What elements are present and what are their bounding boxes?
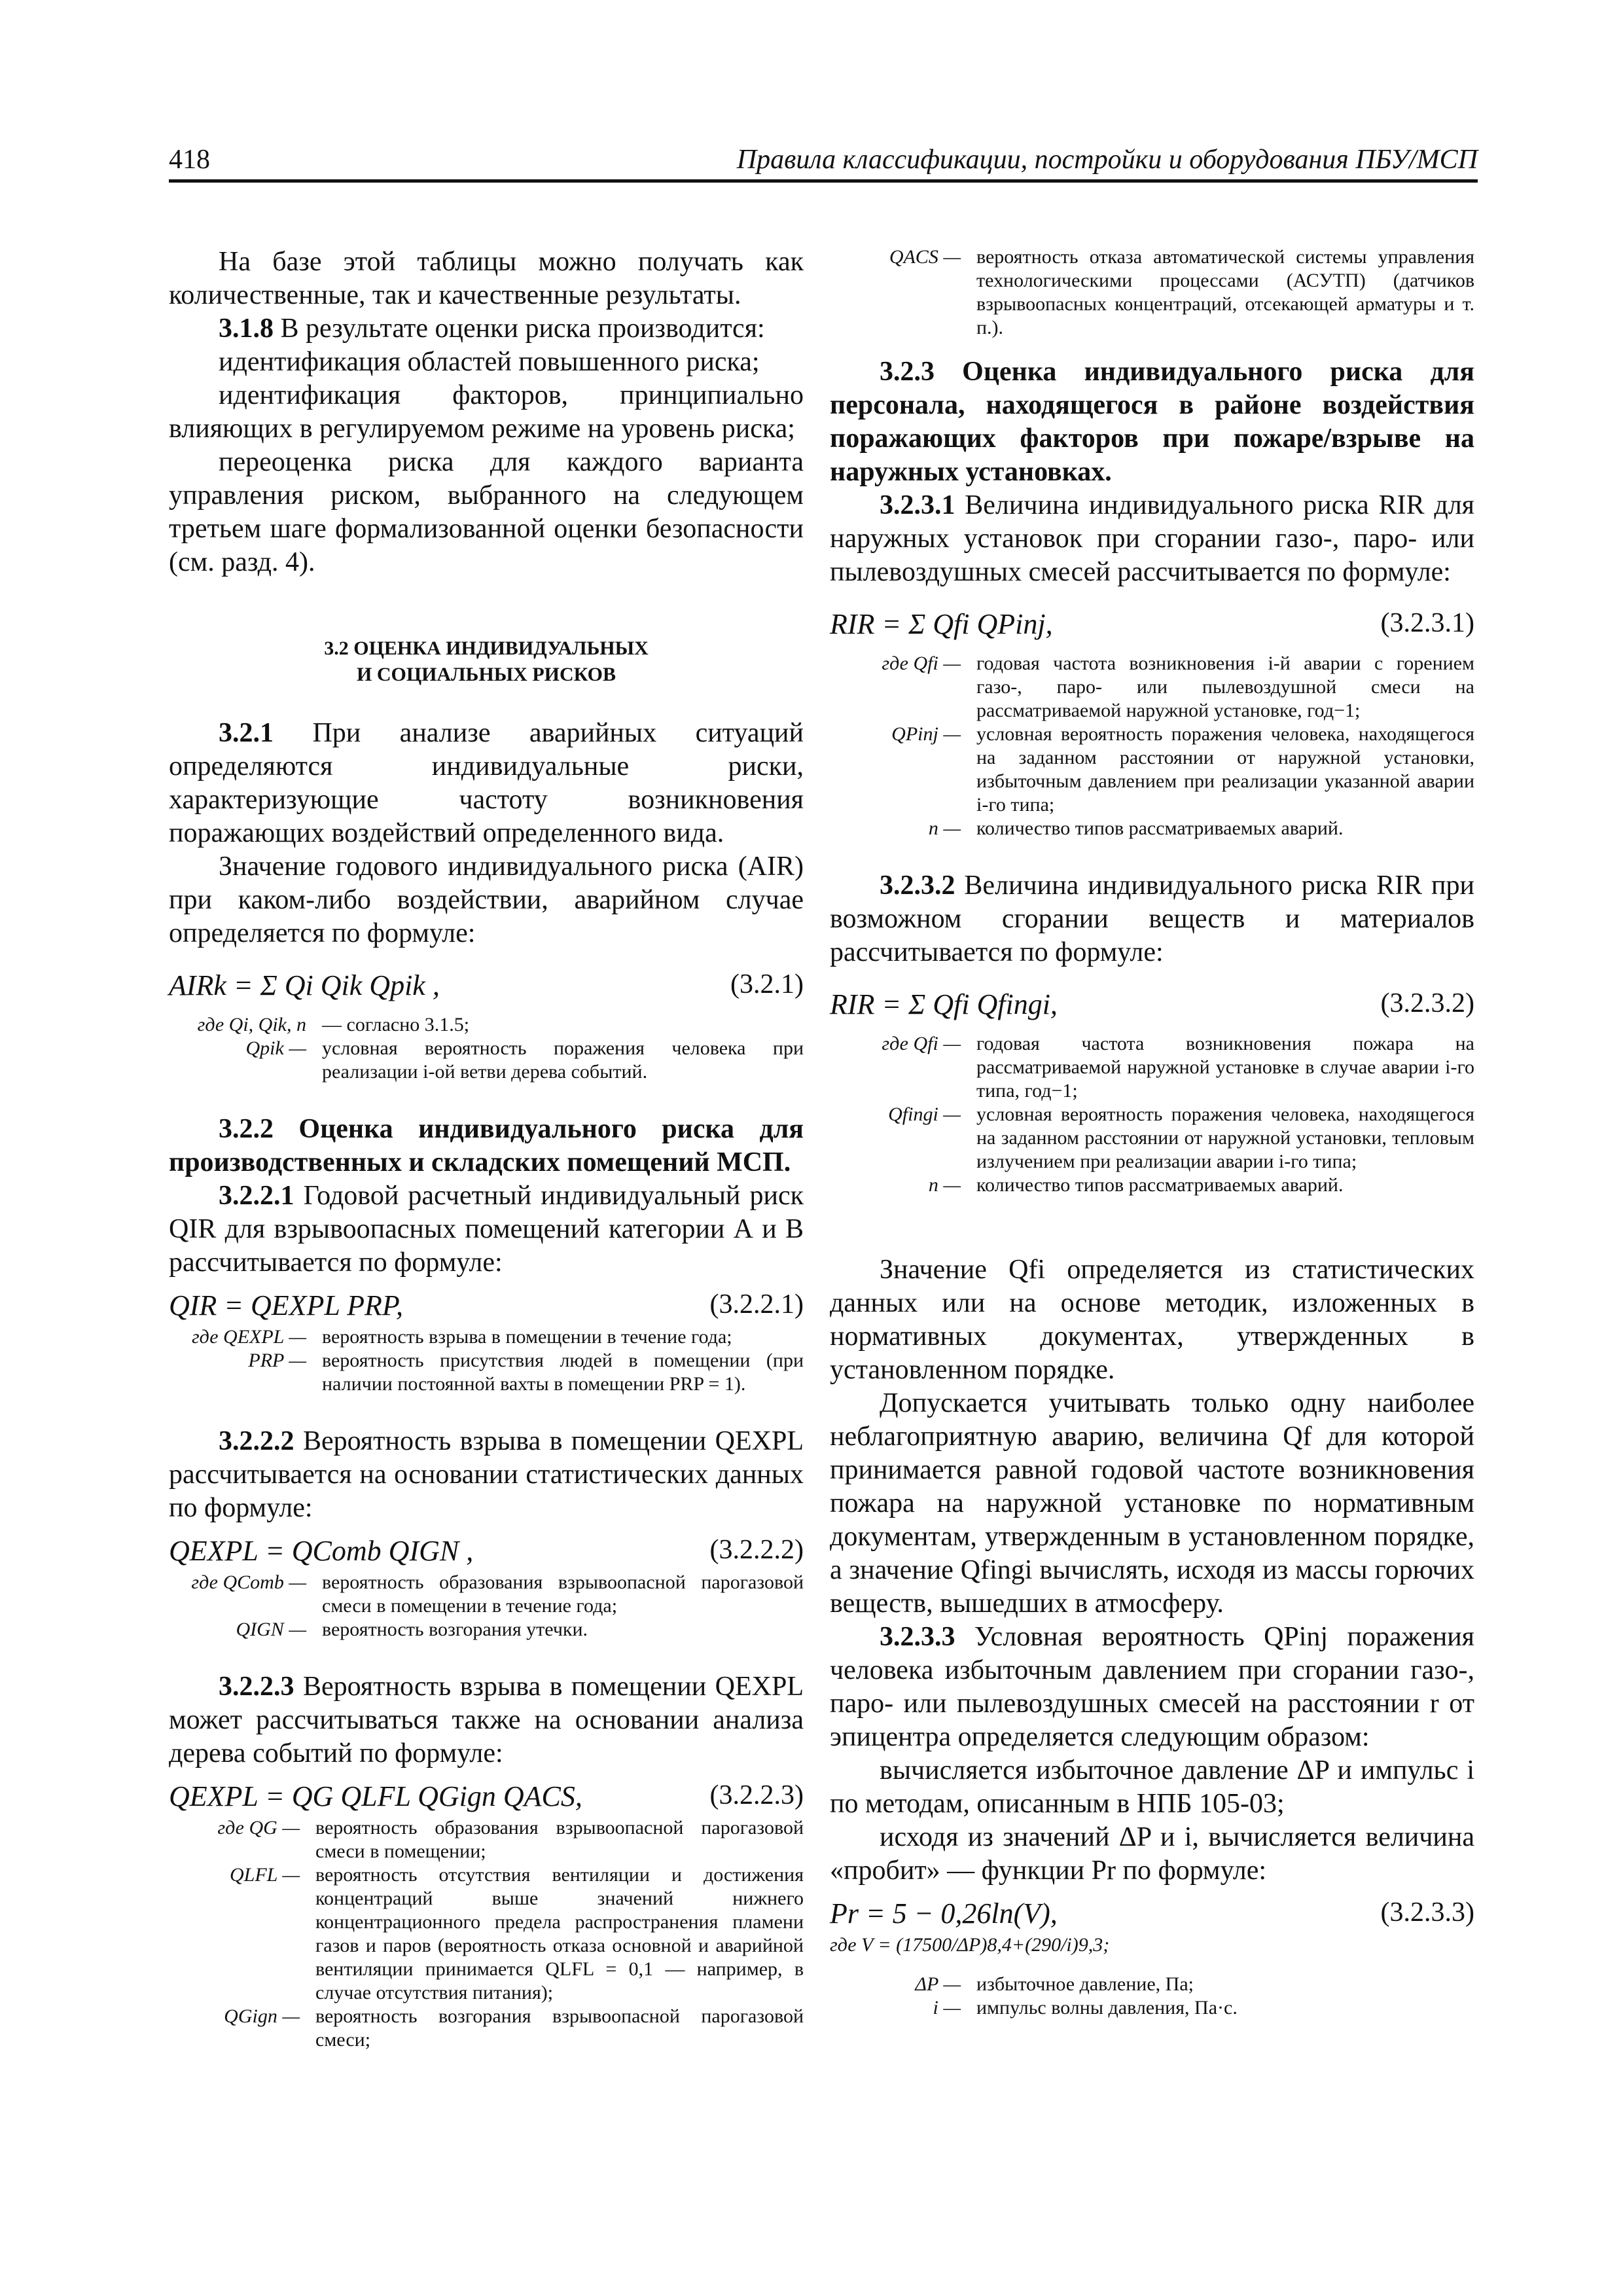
definition-row [169,1863,804,2005]
clause-number: 3.1.8 [219,314,274,344]
definition-row [830,1973,1474,1996]
formula-3-2-2-3 [169,1770,804,1816]
definition-row [830,652,1474,723]
paragraph-3-2-2-1 [169,1179,804,1280]
definition-row [830,1032,1474,1103]
definition-text: количество типов рассматриваемых аварий. [976,1174,1344,1196]
paragraph: идентификация областей повышенного риска; [219,347,760,377]
definition-row [830,1174,1474,1197]
page-header [169,139,1478,178]
left-column [169,245,804,2052]
definition-symbol: где QComb — [191,1571,306,1593]
paragraph-3-1-8 [169,312,804,346]
definition-text: вероятность отсутствия вентиляции и достижения концентраций выше значений нижнего концентрационного предела распространения пламени газов и паров (вероятность отказа основной и аварийной вентиляции принимается QLFL = 0,1 — например, в случае отсутствия питания); [315,1864,804,2003]
paragraph: вычисляется избыточное давление ΔP и импульс i по методам, описанным в НПБ 105-03; [830,1755,1474,1819]
definition-row [169,1571,804,1618]
definition-row [169,2005,804,2052]
clause-text: Условная вероятность QPinj поражения человека избыточным давлением при сгорании газо-, паро- или пылевоздушных смесей на расстоянии r от эпицентра определяется следующим образом: [830,1622,1474,1752]
paragraph-3-2-3-1 [830,489,1474,589]
formula-3-2-1 [169,950,804,1013]
definition-symbol: Qfingi — [888,1103,961,1125]
definition-symbol: QIGN — [236,1619,306,1640]
definition-symbol: где QEXPL — [191,1326,306,1348]
definition-text: вероятность взрыва в помещении в течение года; [322,1326,732,1348]
clause-text: В результате оценки риска производится: [274,314,765,344]
definition-row [830,1996,1474,2020]
spacer [169,1396,804,1425]
formula-definitions [830,245,1474,340]
clause-text: Годовой расчетный индивидуальный риск QIR для взрывоопасных помещений категории А и В рассчитывается по формуле: [169,1181,804,1278]
subsection-heading-3-2-3: 3.2.3 Оценка индивидуального риска для персонала, находящегося в районе воздействия поражающих факторов при пожаре/взрыве на наружных установках. [830,357,1474,487]
definition-row [169,1325,804,1349]
spacer [169,579,804,636]
spacer [169,1641,804,1670]
definition-text: вероятность образования взрывоопасной парогазовой смеси в помещении в течение года; [322,1571,804,1617]
clause-number: 3.2.2.3 [219,1672,294,1702]
formula-3-2-2-2 [169,1525,804,1571]
paragraph: Значение годового индивидуального риска (AIR) при каком-либо воздействии, аварийном случае определяется по формуле: [169,852,804,948]
paragraph-3-2-2-2 [169,1425,804,1525]
clause-text: Вероятность взрыва в помещении QEXPL может рассчитываться также на основании анализа дерева событий по формуле: [169,1672,804,1768]
definition-symbol: i — [933,1997,961,2018]
formula-definitions [169,1571,804,1641]
definition-text: количество типов рассматриваемых аварий. [976,817,1344,839]
spacer [169,1084,804,1113]
formula-number: (3.2.3.2) [1380,988,1474,1018]
formula-3-2-3-3 [830,1888,1474,1933]
clause-number: 3.2.3.2 [880,870,955,901]
formula-number: (3.2.2.3) [709,1780,804,1810]
paragraph: переоценка риска для каждого варианта управления риском, выбранного на следующем третьем шаге формализованной оценки безопасности (см. разд. 4). [169,447,804,577]
definition-row [830,245,1474,340]
formula-definitions [169,1816,804,2052]
definition-symbol: QACS — [889,246,961,268]
definition-symbol: QLFL — [230,1864,300,1886]
definition-row [830,1933,1474,1957]
spacer [830,840,1474,869]
definition-text: условная вероятность поражения человека, находящегося на заданном расстоянии от наружной установки, тепловым излучением при реализации аварии i-го типа; [976,1103,1474,1172]
clause-number: 3.2.1 [219,718,274,748]
clause-text: Вероятность взрыва в помещении QEXPL рассчитывается на основании статистических данных по формуле: [169,1426,804,1523]
definition-symbol: где Qfi — [882,1033,961,1054]
subsection-heading-3-2-2: 3.2.2 Оценка индивидуального риска для производственных и складских помещений МСП. [169,1114,804,1177]
definition-row [169,1349,804,1396]
section-title-line: И СОЦИАЛЬНЫХ РИСКОВ [357,664,616,685]
spacer [169,688,804,717]
definition-row [830,723,1474,817]
clause-text: Величина индивидуального риска RIR для наружных установок при сгорании газо-, паро- или пылевоздушных смесей рассчитывается по формуле: [830,490,1474,587]
paragraph-3-2-2-3 [169,1670,804,1770]
paragraph: Значение Qfi определяется из статистических данных или на основе методик, изложенных в нормативных документах, утвержденных в установленном порядке. [830,1255,1474,1385]
right-column [830,245,1474,2020]
definition-row [169,1037,804,1084]
formula-number: (3.2.2.1) [709,1289,804,1319]
definition-symbol: где Qfi — [882,653,961,674]
definition-text: годовая частота возникновения i-й аварии с горением газо-, паро- или пылевоздушной смеси на рассматриваемой наружной установке, год−1; [976,653,1474,721]
spacer [830,340,1474,355]
definition-text: — согласно 3.1.5; [322,1014,470,1035]
formula-3-2-3-1 [830,589,1474,652]
paragraph-3-2-3-3 [830,1621,1474,1754]
running-title: Правила классификации, постройки и оборудования ПБУ/МСП [736,145,1478,175]
clause-number: 3.2.2.1 [219,1181,294,1211]
definition-text: годовая частота возникновения пожара на рассматриваемой наружной установке в случае аварии i-го типа, год−1; [976,1033,1474,1102]
definition-row [830,1103,1474,1174]
spacer [830,1197,1474,1253]
definition-text: избыточное давление, Па; [976,1973,1194,1995]
paragraph-3-2-3-2 [830,869,1474,969]
formula-3-2-2-1 [169,1280,804,1325]
formula-number: (3.2.3.3) [1380,1897,1474,1928]
formula-definitions [830,1032,1474,1197]
definition-symbol: QGign — [224,2005,300,2027]
formula-expression: RIR = Σ Qfi Qfingi, [830,988,1058,1020]
section-title-line: 3.2 ОЦЕНКА ИНДИВИДУАЛЬНЫХ [324,637,649,659]
definition-row [169,1618,804,1641]
paragraph: На базе этой таблицы можно получать как количественные, так и качественные результаты. [169,247,804,310]
definition-text: вероятность образования взрывоопасной парогазовой смеси в помещении; [315,1817,804,1862]
definition-text: где V = (17500/ΔP)8,4+(290/i)9,3; [830,1934,1110,1956]
paragraph-3-2-1 [169,717,804,850]
clause-number: 3.2.3.3 [880,1622,955,1652]
formula-expression: QIR = QEXPL PRP, [169,1289,404,1321]
formula-3-2-3-2 [830,969,1474,1032]
definition-symbol: Qpik — [245,1037,306,1059]
formula-number: (3.2.1) [730,969,804,999]
formula-expression: QEXPL = QComb QIGN , [169,1535,474,1567]
clause-text: При анализе аварийных ситуаций определяются индивидуальные риски, характеризующие частоту возникновения поражающих воздействий определенного вида. [169,718,804,848]
formula-number: (3.2.2.2) [709,1535,804,1565]
definition-row [169,1013,804,1037]
clause-text: Величина индивидуального риска RIR при возможном сгорании веществ и материалов рассчитывается по формуле: [830,870,1474,967]
header-rule [169,179,1478,183]
definition-symbol: ΔP — [915,1973,961,1995]
formula-expression: QEXPL = QG QLFL QGign QACS, [169,1780,582,1812]
definition-text: вероятность присутствия людей в помещении (при наличии постоянной вахты в помещении PRP = 1). [322,1350,804,1395]
formula-definitions [169,1325,804,1396]
formula-definitions [830,1933,1474,2020]
definition-symbol: PRP — [248,1350,306,1371]
definition-symbol: n — [928,817,961,839]
definition-text: вероятность возгорания утечки. [322,1619,588,1640]
definition-symbol: где QG — [217,1817,300,1839]
definition-symbol: где Qi, Qik, n [197,1014,306,1035]
clause-number: 3.2.2.2 [219,1426,294,1456]
section-title [169,636,804,688]
formula-expression: Pr = 5 − 0,26ln(V), [830,1897,1058,1929]
formula-expression: RIR = Σ Qfi QPinj, [830,608,1053,640]
definition-text: импульс волны давления, Па·с. [976,1997,1238,2018]
formula-expression: AIRk = Σ Qi Qik Qpik , [169,969,440,1001]
definition-symbol: n — [928,1174,961,1196]
paragraph: идентификация факторов, принципиально влияющих в регулируемом режиме на уровень риска; [169,380,804,444]
formula-definitions [830,652,1474,840]
definition-text: вероятность отказа автоматической системы управления технологическими процессами (АСУТП) (датчиков взрывоопасных концентраций, отсекающей арматуры и т. п.). [976,246,1474,338]
definition-row [169,1816,804,1863]
definition-text: условная вероятность поражения человека, находящегося на заданном расстоянии от наружной установки, избыточным давлением при реализации указанной аварии i-го типа; [976,723,1474,816]
definition-symbol: QPinj — [891,723,961,745]
formula-number: (3.2.3.1) [1380,608,1474,638]
formula-definitions [169,1013,804,1084]
paragraph: исходя из значений ΔP и i, вычисляется величина «пробит» — функции Pr по формуле: [830,1822,1474,1886]
definition-row [830,817,1474,840]
paragraph: Допускается учитывать только одну наиболее неблагоприятную аварию, величина Qf для которой принимается равной годовой частоте возникновения пожара на наружной установке по нормативным документам, утвержденным в установленном порядке, а значение Qfingi вычислять, исходя из массы горючих веществ, вышедших в атмосферу. [830,1388,1474,1619]
definition-text: вероятность возгорания взрывоопасной парогазовой смеси; [315,2005,804,2051]
page-number: 418 [169,145,210,175]
spacer [830,1957,1474,1973]
clause-number: 3.2.3.1 [880,490,955,520]
definition-text: условная вероятность поражения человека при реализации i-ой ветви дерева событий. [322,1037,804,1083]
